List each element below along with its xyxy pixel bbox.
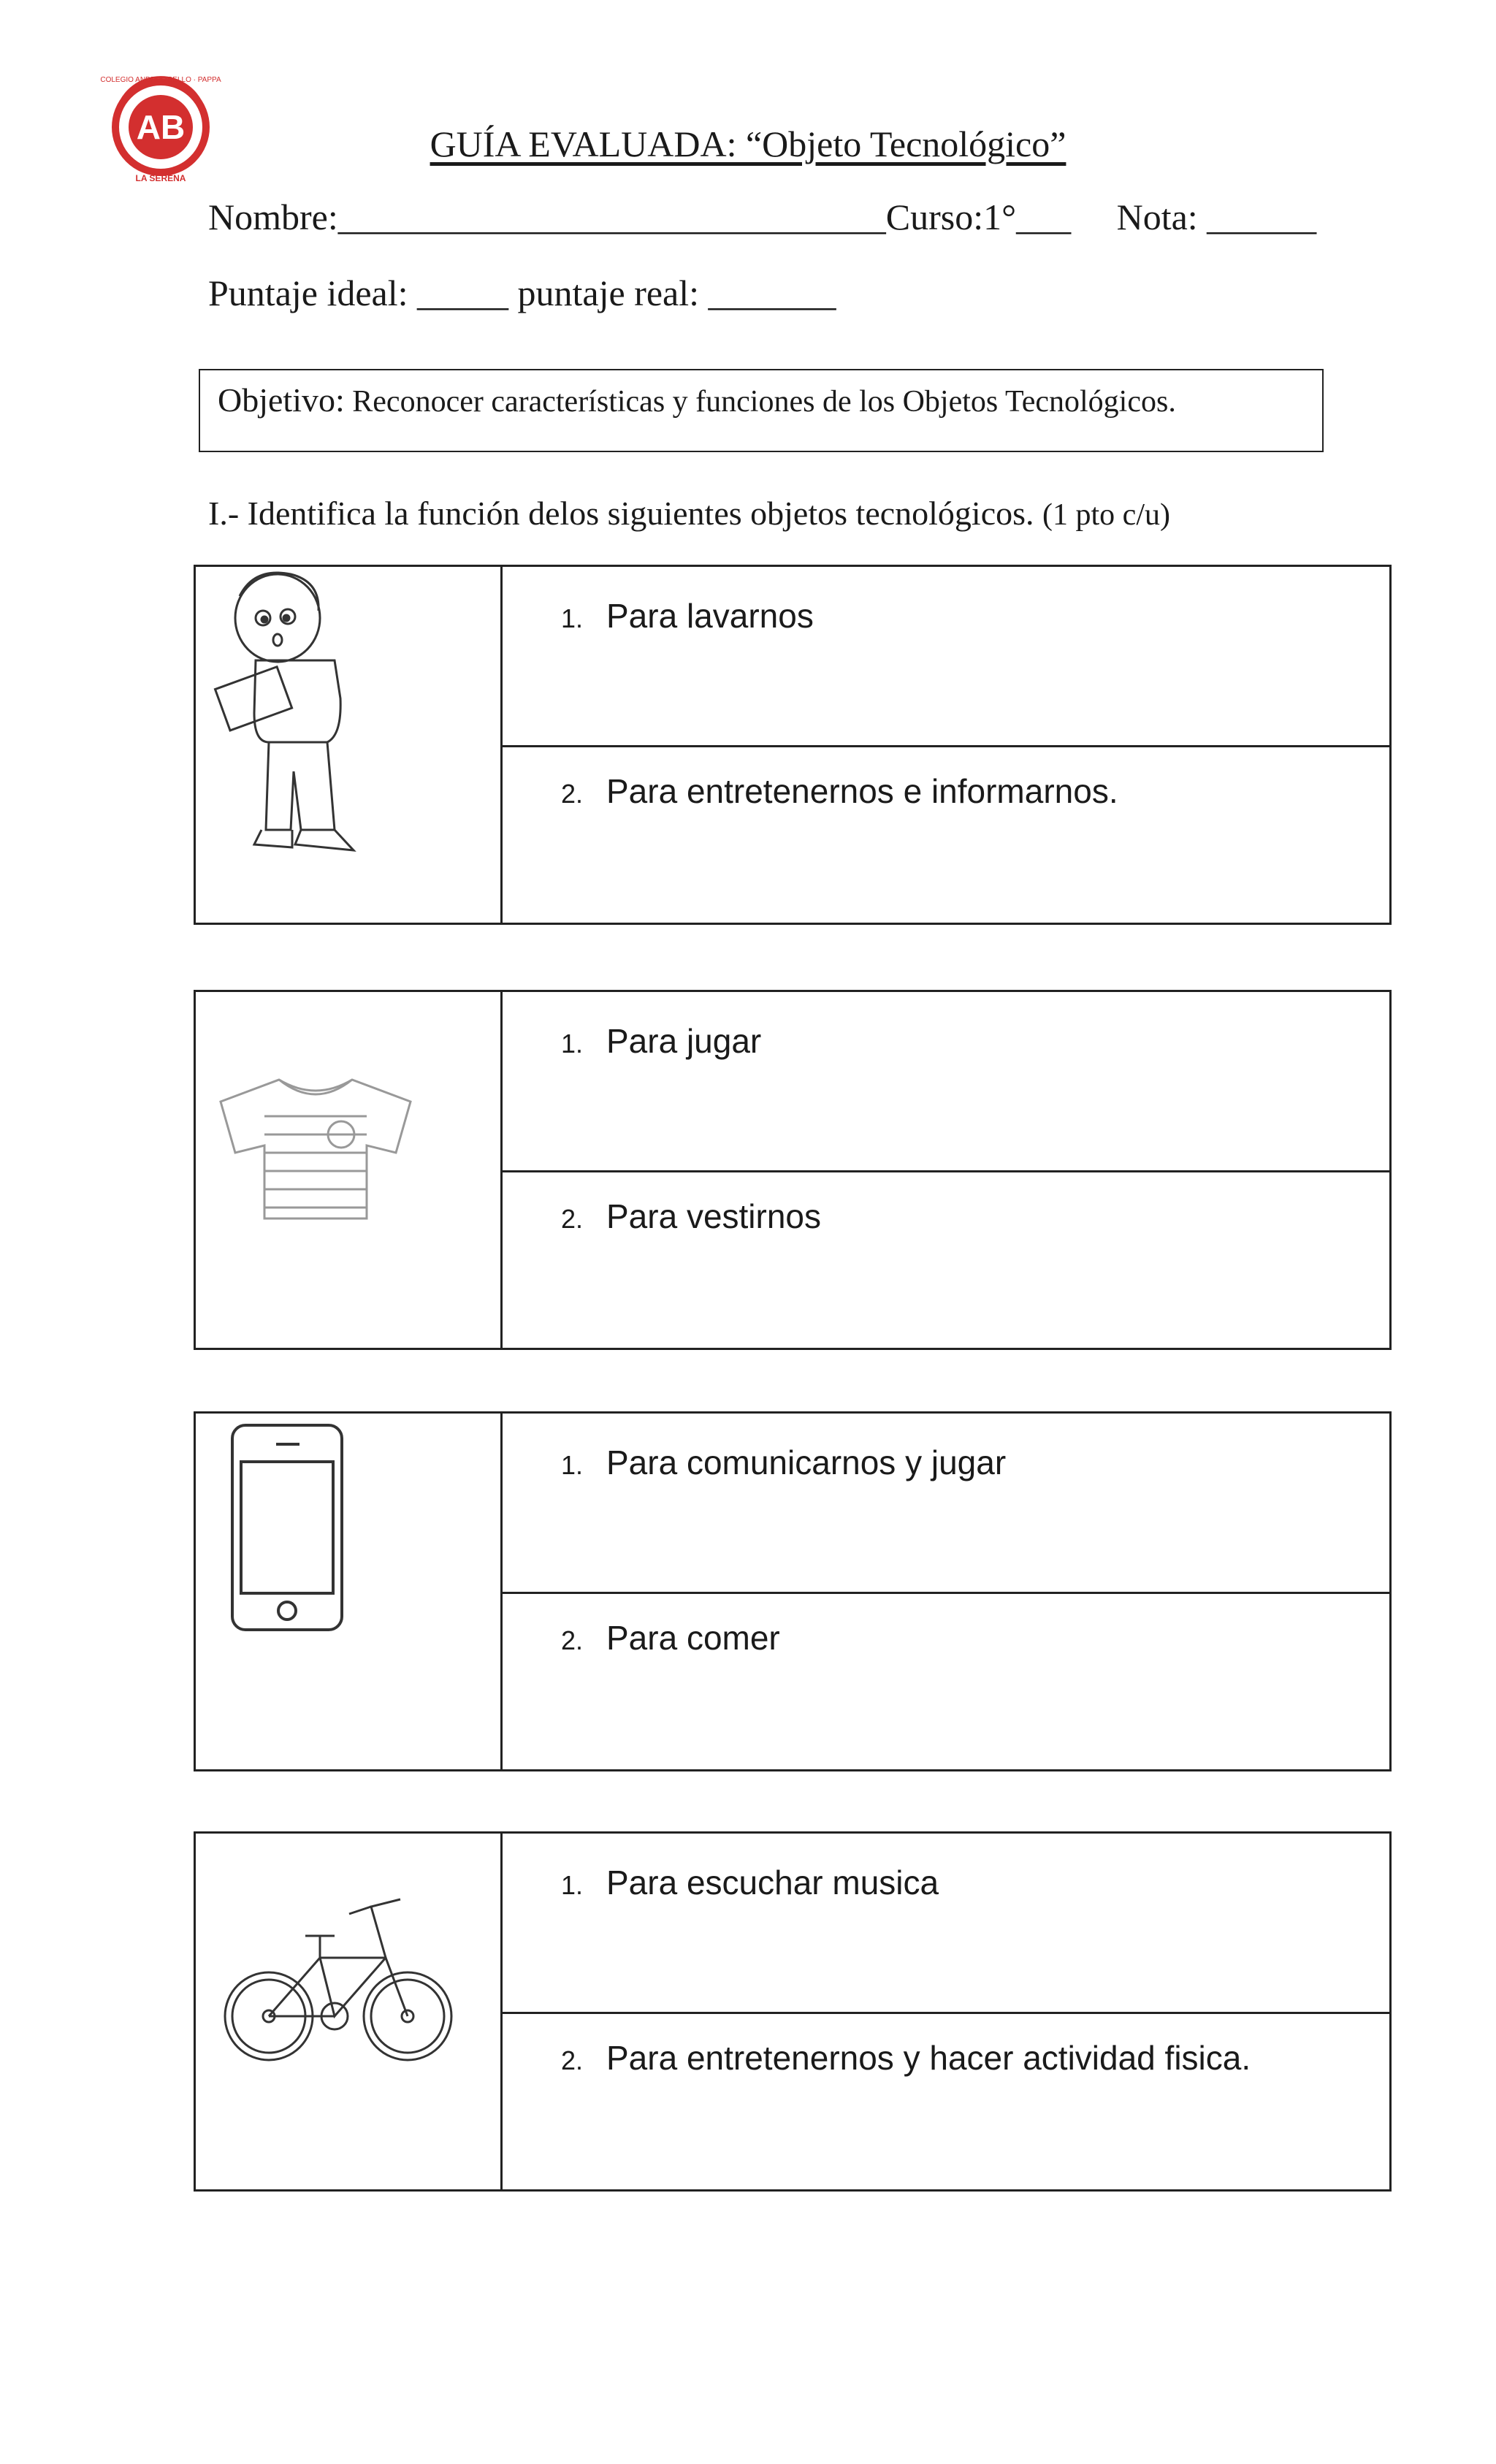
question-text: I.- Identifica la función delos siguientes objetos tecnológicos. (208, 495, 1034, 532)
row-divider (503, 745, 1389, 747)
option-number: 1. (561, 1029, 584, 1059)
question-item-3 (194, 1411, 1392, 1771)
option-number: 1. (561, 1870, 584, 1900)
bicycle-drawing (218, 1885, 459, 2075)
option-2[interactable] (561, 771, 1118, 811)
option-2[interactable] (561, 1197, 821, 1236)
objective-label: Objetivo: (218, 381, 345, 419)
option-text: Para jugar (606, 1022, 762, 1060)
option-1[interactable] (561, 1863, 939, 1902)
smartphone-drawing (226, 1419, 351, 1639)
option-2[interactable] (561, 2038, 1251, 2078)
svg-text:COLEGIO ANDRES BELLO · PAPPA: COLEGIO ANDRES BELLO · PAPPA (100, 76, 221, 84)
option-text: Para lavarnos (606, 597, 814, 635)
option-number: 2. (561, 1204, 584, 1234)
option-number: 2. (561, 2045, 584, 2075)
image-cell (196, 1834, 503, 2189)
option-text: Para comunicarnos y jugar (606, 1443, 1007, 1481)
row-divider (503, 2012, 1389, 2014)
image-cell (196, 567, 503, 923)
question-item-2 (194, 990, 1392, 1350)
image-cell (196, 1414, 503, 1769)
row-divider (503, 1592, 1389, 1594)
option-text: Para comer (606, 1619, 780, 1657)
option-text: Para entretenernos y hacer actividad fisica. (606, 2039, 1251, 2077)
question-points: (1 pto c/u) (1042, 498, 1170, 532)
score-line[interactable]: Puntaje ideal: _____ puntaje real: _______ (208, 272, 836, 313)
svg-text:LA SERENA: LA SERENA (135, 173, 186, 183)
option-number: 2. (561, 1625, 584, 1655)
name-course-grade-line[interactable]: Nombre:______________________________Curso:1°___ Nota: ______ (208, 197, 1317, 237)
objective-box (199, 369, 1324, 452)
page-title: GUÍA EVALUADA: “Objeto Tecnológico” (430, 123, 1066, 164)
option-1[interactable] (561, 596, 814, 636)
option-number: 1. (561, 1450, 584, 1480)
option-1[interactable] (561, 1443, 1006, 1482)
option-1[interactable] (561, 1021, 761, 1061)
objective-text: Reconocer características y funciones de los Objetos Tecnológicos. (352, 385, 1176, 419)
option-number: 2. (561, 779, 584, 809)
image-cell (196, 992, 503, 1348)
option-number: 1. (561, 603, 584, 633)
question-item-4 (194, 1831, 1392, 2192)
child-with-tablet-drawing (210, 567, 356, 874)
tshirt-drawing (206, 1065, 425, 1226)
option-text: Para entretenernos e informarnos. (606, 772, 1118, 810)
question-item-1 (194, 565, 1392, 925)
option-text: Para escuchar musica (606, 1864, 939, 1902)
section-question (208, 494, 1170, 533)
option-text: Para vestirnos (606, 1197, 822, 1235)
svg-text:AB: AB (136, 108, 186, 146)
option-2[interactable] (561, 1618, 780, 1658)
row-divider (503, 1170, 1389, 1172)
